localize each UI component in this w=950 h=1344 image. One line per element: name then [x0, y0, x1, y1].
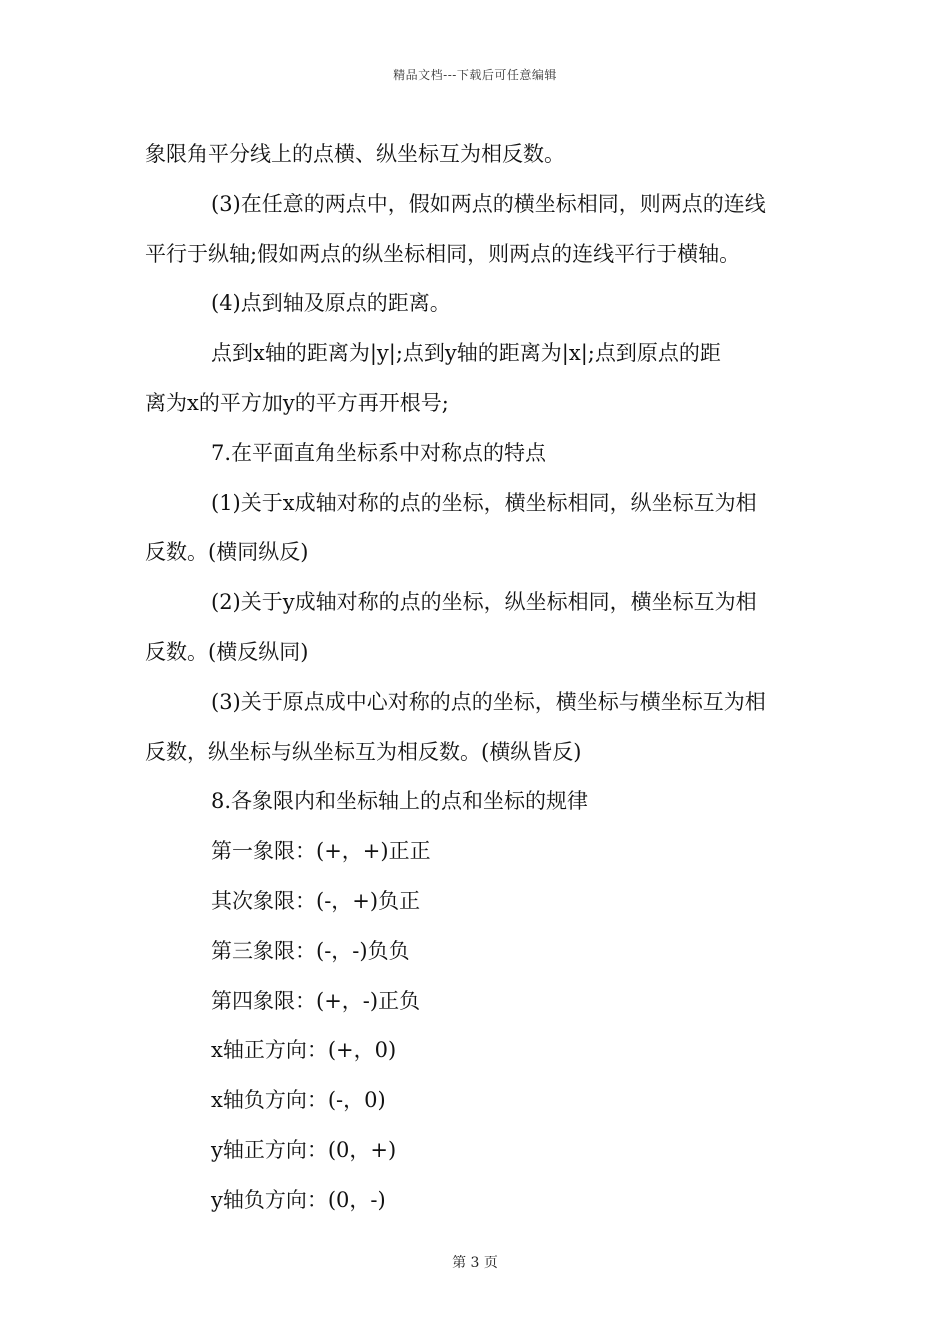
document-body	[145, 130, 807, 1226]
text-line-1: 象限角平分线上的点横、纵坐标互为相反数。	[145, 142, 565, 166]
text-line-12: (3)关于原点成中心对称的点的坐标，横坐标与横坐标互为相	[211, 689, 766, 714]
axis-line-x-negative: x轴负方向：(-，0)	[211, 1088, 386, 1113]
text-line-6: 离为x的平方加y的平方再开根号;	[145, 390, 449, 415]
text-line-13: 反数，纵坐标与纵坐标互为相反数。(横纵皆反)	[145, 739, 582, 764]
text-line-2: (3)在任意的两点中，假如两点的横坐标相同，则两点的连线	[211, 191, 766, 216]
text-line-5: 点到x轴的距离为|y|;点到y轴的距离为|x|;点到原点的距	[211, 341, 721, 366]
page-header: 精品文档---下载后可任意编辑	[393, 68, 557, 82]
text-line-4: (4)点到轴及原点的距离。	[211, 291, 451, 316]
quadrant-line-1: 第一象限：(+，+)正正	[211, 839, 431, 864]
axis-line-y-negative: y轴负方向：(0，-)	[211, 1187, 386, 1212]
text-line-10: (2)关于y成轴对称的点的坐标，纵坐标相同，横坐标互为相	[211, 590, 757, 615]
text-line-8: (1)关于x成轴对称的点的坐标，横坐标相同，纵坐标互为相	[211, 490, 757, 515]
section-heading-8: 8.各象限内和坐标轴上的点和坐标的规律	[211, 789, 589, 814]
quadrant-line-4: 第四象限：(+，-)正负	[211, 988, 421, 1013]
axis-line-y-positive: y轴正方向：(0，+)	[211, 1137, 397, 1162]
quadrant-line-3: 第三象限：(-，-)负负	[211, 938, 410, 963]
quadrant-line-2: 其次象限：(-，+)负正	[211, 888, 421, 913]
text-line-9: 反数。(横同纵反)	[145, 540, 309, 565]
section-heading-7: 7.在平面直角坐标系中对称点的特点	[211, 440, 547, 465]
axis-line-x-positive: x轴正方向：(+，0)	[211, 1038, 397, 1063]
text-line-11: 反数。(横反纵同)	[145, 639, 309, 664]
page-number: 第 3 页	[452, 1255, 498, 1271]
text-line-3: 平行于纵轴;假如两点的纵坐标相同，则两点的连线平行于横轴。	[145, 241, 741, 266]
